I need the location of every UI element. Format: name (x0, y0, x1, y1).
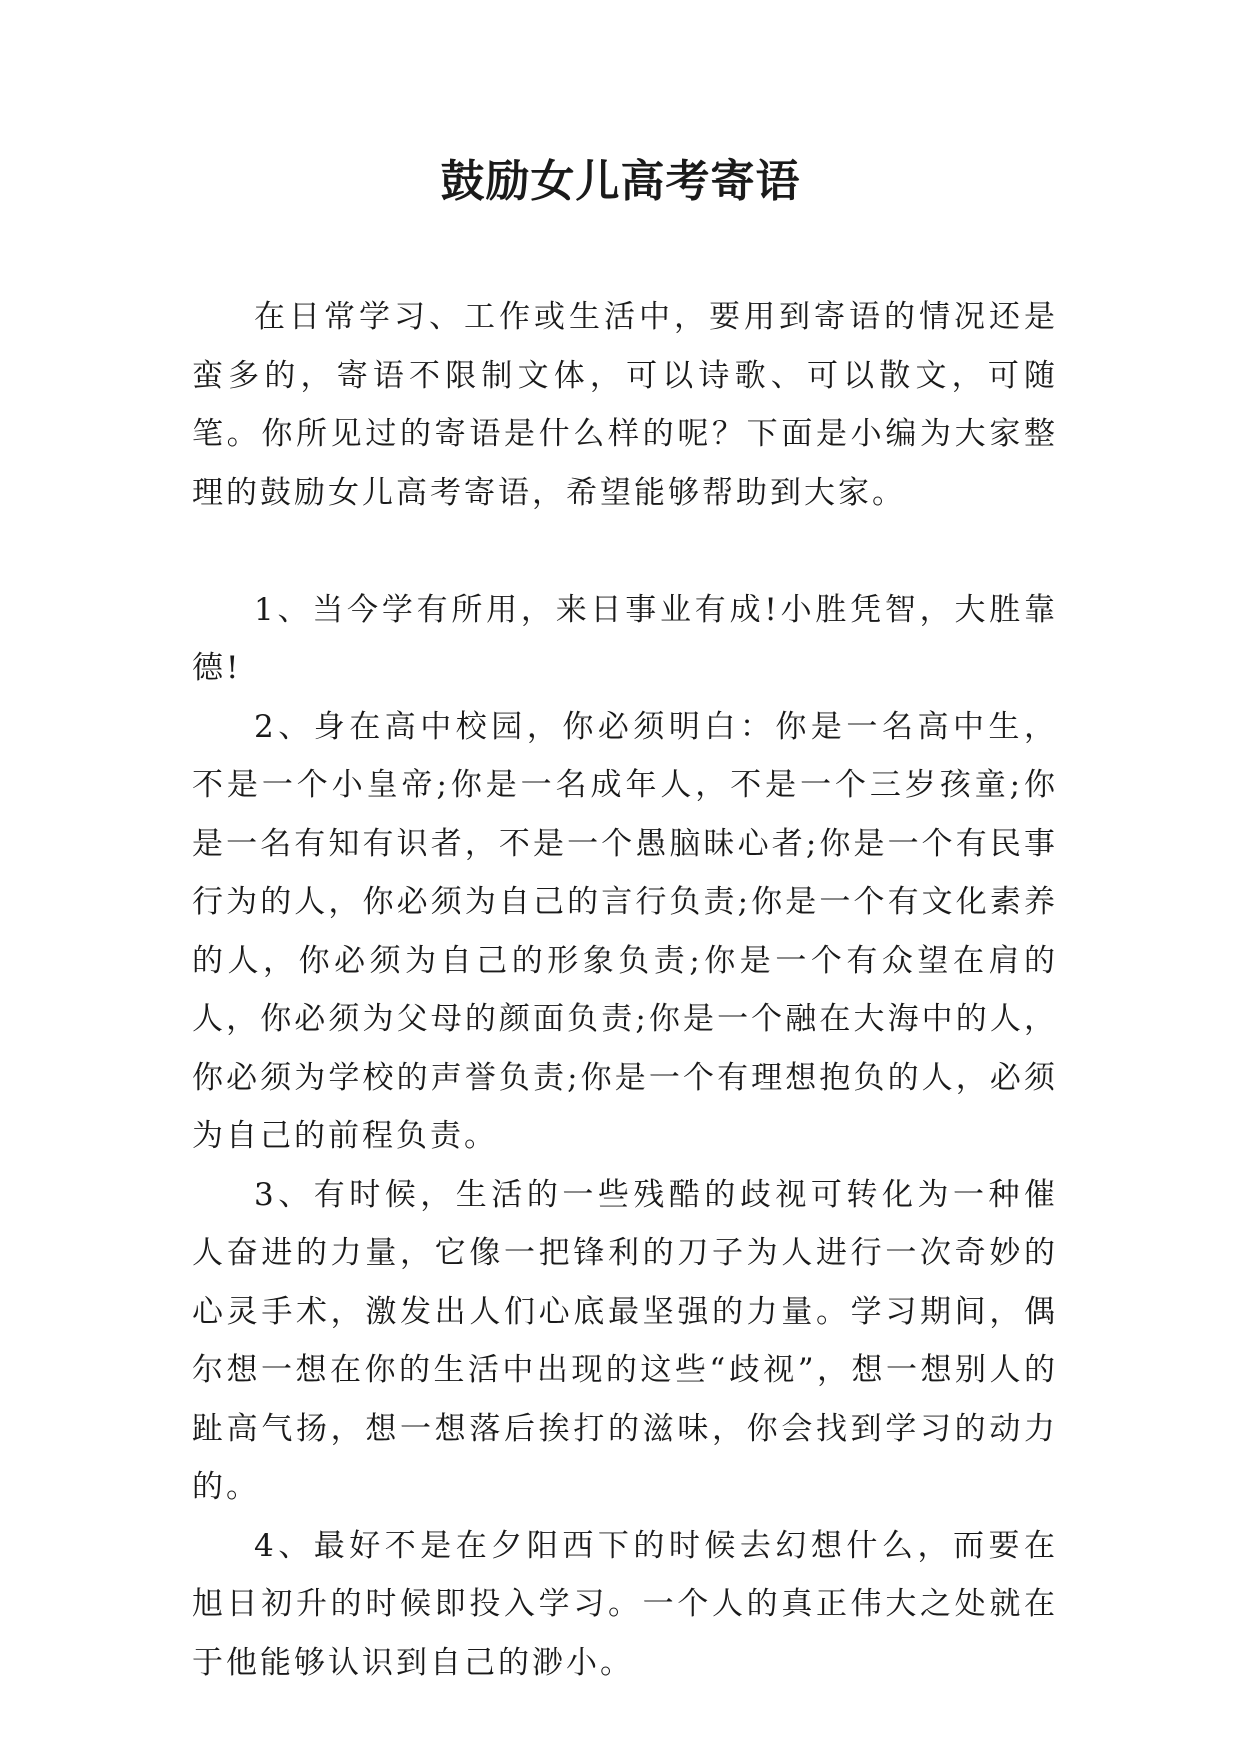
document-body (192, 288, 1058, 1692)
list-item: 2、身在高中校园，你必须明白：你是一名高中生，不是一个小皇帝;你是一名成年人，不是一个三岁孩童;你是一名有知有识者，不是一个愚脑昧心者;你是一个有民事行为的人，你必须为自己的言行负责;你是一个有文化素养的人，你必须为自己的形象负责;你是一个有众望在肩的人，你必须为父母的颜面负责;你是一个融在大海中的人，你必须为学校的声誉负责;你是一个有理想抱负的人，必须为自己的前程负责。 (192, 708, 1058, 1154)
list-item: 3、有时候，生活的一些残酷的歧视可转化为一种催人奋进的力量，它像一把锋利的刀子为人进行一次奇妙的心灵手术，激发出人们心底最坚强的力量。学习期间，偶尔想一想在你的生活中出现的这些“歧视”，想一想别人的趾高气扬，想一想落后挨打的滋味，你会找到学习的动力的。 (192, 1176, 1058, 1505)
document-title: 鼓励女儿高考寄语 (440, 156, 801, 207)
list-item: 1、当今学有所用，来日事业有成!小胜凭智，大胜靠德! (192, 591, 1058, 686)
intro-paragraph: 在日常学习、工作或生活中，要用到寄语的情况还是蛮多的，寄语不限制文体，可以诗歌、可以散文，可随笔。你所见过的寄语是什么样的呢？下面是小编为大家整理的鼓励女儿高考寄语，希望能够帮助到大家。 (192, 299, 1058, 511)
list-item: 4、最好不是在夕阳西下的时候去幻想什么，而要在旭日初升的时候即投入学习。一个人的真正伟大之处就在于他能够认识到自己的渺小。 (192, 1527, 1058, 1681)
